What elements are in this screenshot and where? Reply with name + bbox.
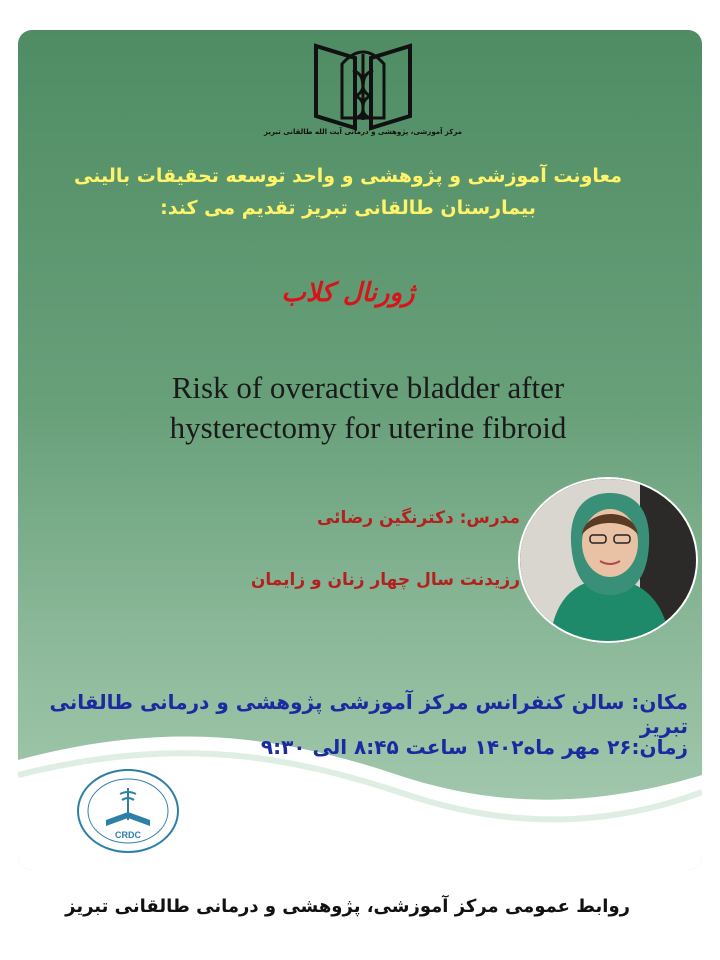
hospital-logo-caption: مرکز آموزشی، پژوهشی و درمانی آیت الله طالقانی تبریز	[263, 128, 463, 136]
topic-title	[78, 368, 658, 448]
topic-line-1: Risk of overactive bladder after	[171, 370, 565, 405]
time-text: زمان:۲۶ مهر ماه۱۴۰۲ ساعت ۸:۴۵ الی ۹:۳۰	[260, 735, 688, 759]
hospital-logo	[308, 34, 418, 134]
journal-club-title: ژورنال کلاب	[281, 278, 415, 308]
presenter-role: رزیدنت سال چهار زنان و زایمان	[250, 570, 520, 590]
presenter-photo	[518, 477, 698, 643]
intro-line-1: معاونت آموزشی و پژوهشی و واحد توسعه تحقیقات بالینی	[73, 165, 622, 187]
topic-line-2: hysterectomy for uterine fibroid	[169, 410, 567, 445]
presenter-name: مدرس: دکترنگین رضائی	[316, 508, 520, 528]
venue-text: مکان: سالن کنفرانس مرکز آموزشی پژوهشی و درمانی طالقانی تبریز	[49, 690, 688, 738]
crdc-label: CRDC	[115, 830, 141, 840]
crdc-logo	[76, 768, 180, 854]
footer-text: روابط عمومی مرکز آموزشی، پژوهشی و درمانی طالقانی تبریز	[65, 896, 630, 917]
intro-line-2: بیمارستان طالقانی تبریز تقدیم می کند:	[160, 197, 536, 219]
poster-card	[18, 30, 702, 870]
intro-text	[58, 160, 638, 224]
presenter-portrait-graphic	[520, 479, 696, 641]
